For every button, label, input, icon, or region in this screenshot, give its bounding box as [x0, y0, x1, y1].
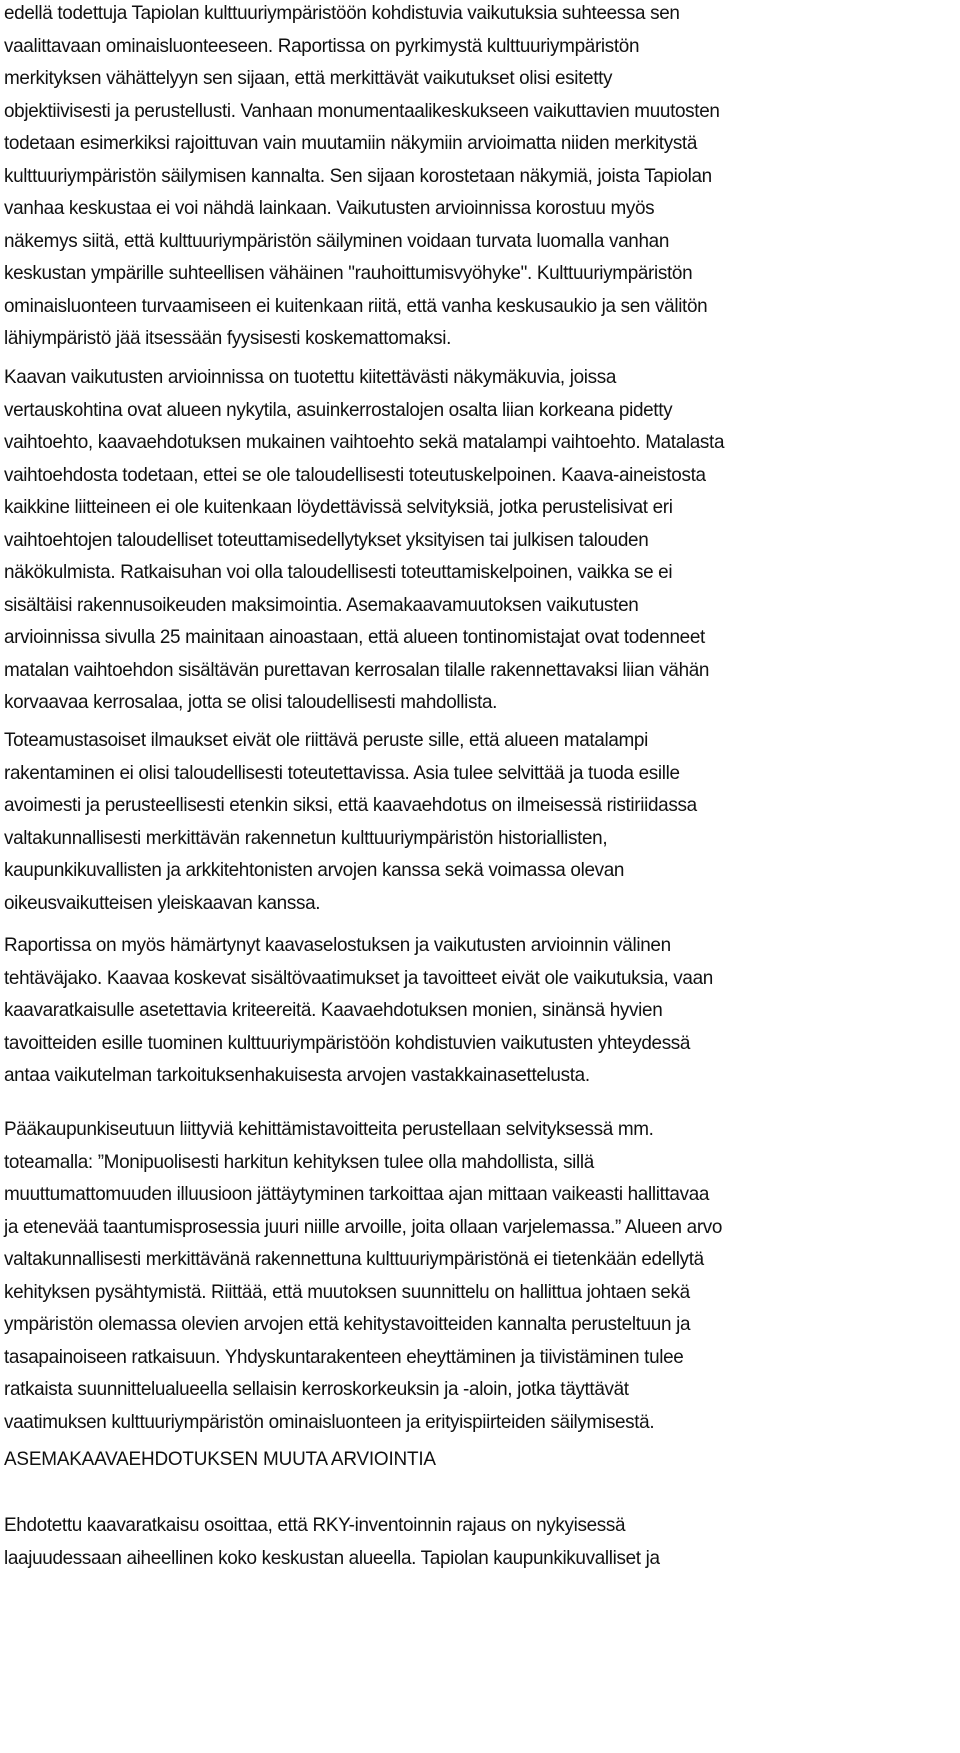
text-line: objektiivisesti ja perustellusti. Vanhaan monumentaalikeskukseen vaikuttavien muutosten — [4, 99, 720, 122]
paragraph-6 — [4, 1509, 956, 1574]
text-line: Ehdotettu kaavaratkaisu osoittaa, että RKY-inventoinnin rajaus on nykyisessä — [4, 1514, 626, 1536]
text-line: vaihtoehdosta todetaan, ettei se ole taloudellisesti toteutuskelpoinen. Kaava-aineistosta — [4, 463, 706, 486]
text-line: laajuudessaan aiheellinen koko keskustan alueella. Tapiolan kaupunkikuvalliset ja — [4, 1546, 660, 1569]
text-line: todetaan esimerkiksi rajoittuvan vain muutamiin näkymiin arvioimatta niiden merkitystä — [4, 132, 698, 154]
text-line: oikeusvaikutteisen yleiskaavan kanssa. — [4, 891, 321, 914]
text-line: vaatimuksen kulttuuriympäristön ominaisluonteen ja erityispiirteiden säilymisestä. — [4, 1410, 655, 1433]
paragraph-2 — [4, 361, 956, 719]
text-line: näkökulmista. Ratkaisuhan voi olla taloudellisesti toteuttamiskelpoinen, vaikka se ei — [4, 561, 673, 583]
text-line: näkemys siitä, että kulttuuriympäristön säilyminen voidaan turvata luomalla vanhan — [4, 229, 670, 252]
text-line: kaupunkikuvallisten ja arkkitehtonisten arvojen kanssa sekä voimassa olevan — [4, 859, 625, 881]
paragraph-4 — [4, 929, 956, 1092]
text-line: vertauskohtina ovat alueen nykytila, asuinkerrostalojen osalta liian korkeana pidetty — [4, 398, 673, 421]
text-line: vanhaa keskustaa ei voi nähdä lainkaan. Vaikutusten arvioinnissa korostuu myös — [4, 197, 655, 219]
text-line: antaa vaikutelman tarkoituksenhakuisesta arvojen vastakkainasettelusta. — [4, 1064, 590, 1086]
heading-text: ASEMAKAAVAEHDOTUKSEN MUUTA ARVIOINTIA — [4, 1448, 436, 1470]
text-line: valtakunnallisesti merkittävän rakennetun kulttuuriympäristön historiallisten, — [4, 826, 608, 849]
text-line: vaalittavaan ominaisluonteeseen. Raportissa on pyrkimystä kulttuuriympäristön — [4, 34, 640, 57]
paragraph-5 — [4, 1113, 956, 1438]
text-line: tavoitteiden esille tuominen kulttuuriympäristöön kohdistuvien vaikutusten yhteydessä — [4, 1031, 691, 1054]
text-line: kehityksen pysähtymistä. Riittää, että muutoksen suunnittelu on hallittua johtaen sekä — [4, 1280, 690, 1303]
text-line: korvaavaa kerrosalaa, jotta se olisi taloudellisesti mahdollista. — [4, 691, 498, 713]
section-heading — [4, 1443, 956, 1476]
text-line: ratkaista suunnittelualueella sellaisin kerroskorkeuksin ja -aloin, jotka täyttävät — [4, 1378, 629, 1400]
text-line: tasapainoiseen ratkaisuun. Yhdyskuntarakenteen eheyttäminen ja tiivistäminen tulee — [4, 1345, 684, 1368]
text-line: merkityksen vähättelyyn sen sijaan, että merkittävät vaikutukset olisi esitetty — [4, 67, 613, 89]
text-line: Pääkaupunkiseutuun liittyviä kehittämistavoitteita perustellaan selvityksessä mm. — [4, 1118, 654, 1140]
text-line: Raportissa on myös hämärtynyt kaavaselostuksen ja vaikutusten arvioinnin välinen — [4, 934, 671, 956]
paragraph-3 — [4, 724, 956, 919]
text-line: toteamalla: ”Monipuolisesti harkitun kehityksen tulee olla mahdollista, sillä — [4, 1150, 594, 1173]
text-line: tehtäväjako. Kaavaa koskevat sisältövaatimukset ja tavoitteet eivät ole vaikutuksia, vaan — [4, 966, 713, 989]
text-line: avoimesti ja perusteellisesti etenkin siksi, että kaavaehdotus on ilmeisessä ristiriidassa — [4, 794, 697, 816]
text-line: lähiympäristö jää itsessään fyysisesti koskemattomaksi. — [4, 327, 452, 349]
text-line: ominaisluonteen turvaamiseen ei kuitenkaan riitä, että vanha keskusaukio ja sen välitön — [4, 294, 708, 317]
text-line: edellä todettuja Tapiolan kulttuuriympäristöön kohdistuvia vaikutuksia suhteessa sen — [4, 2, 680, 24]
text-line: sisältäisi rakennusoikeuden maksimointia. Asemakaavamuutoksen vaikutusten — [4, 593, 639, 616]
text-line: ja etenevää taantumisprosessia juuri niille arvoille, joita ollaan varjelemassa.” Alueen arvo — [4, 1215, 723, 1238]
text-line: keskustan ympärille suhteellisen vähäinen "rauhoittumisvyöhyke". Kulttuuriympäristön — [4, 262, 693, 284]
text-line: valtakunnallisesti merkittävänä rakennettuna kulttuuriympäristönä ei tietenkään edellytä — [4, 1248, 704, 1270]
text-line: kulttuuriympäristön säilymisen kannalta. Sen sijaan korostetaan näkymiä, joista Tapiolan — [4, 164, 712, 187]
paragraph-1 — [4, 0, 956, 355]
text-line: Toteamustasoiset ilmaukset eivät ole riittävä peruste sille, että alueen matalampi — [4, 729, 648, 751]
text-line: vaihtoehtojen taloudelliset toteuttamisedellytykset yksityisen tai julkisen talouden — [4, 528, 649, 551]
text-line: arvioinnissa sivulla 25 mainitaan ainoastaan, että alueen tontinomistajat ovat todenneet — [4, 626, 705, 648]
text-line: muuttumattomuuden illuusioon jättäytyminen tarkoittaa ajan mittaan vaikeasti hallittavaa — [4, 1183, 710, 1205]
text-line: kaavaratkaisulle asetettavia kriteereitä. Kaavaehdotuksen monien, sinänsä hyvien — [4, 999, 663, 1021]
text-line: rakentaminen ei olisi taloudellisesti toteutettavissa. Asia tulee selvittää ja tuoda esille — [4, 761, 680, 784]
text-line: matalan vaihtoehdon sisältävän purettavan kerrosalan tilalle rakennettavaksi liian vähän — [4, 658, 710, 681]
text-line: vaihtoehto, kaavaehdotuksen mukainen vaihtoehto sekä matalampi vaihtoehto. Matalasta — [4, 431, 725, 453]
text-line: kaikkine liitteineen ei ole kuitenkaan löydettävissä selvityksiä, jotka perustelisivat eri — [4, 496, 673, 518]
text-line: ympäristön olemassa olevien arvojen että kehitystavoitteiden kannalta perusteltuun ja — [4, 1313, 691, 1335]
text-line: Kaavan vaikutusten arvioinnissa on tuotettu kiitettävästi näkymäkuvia, joissa — [4, 366, 617, 388]
